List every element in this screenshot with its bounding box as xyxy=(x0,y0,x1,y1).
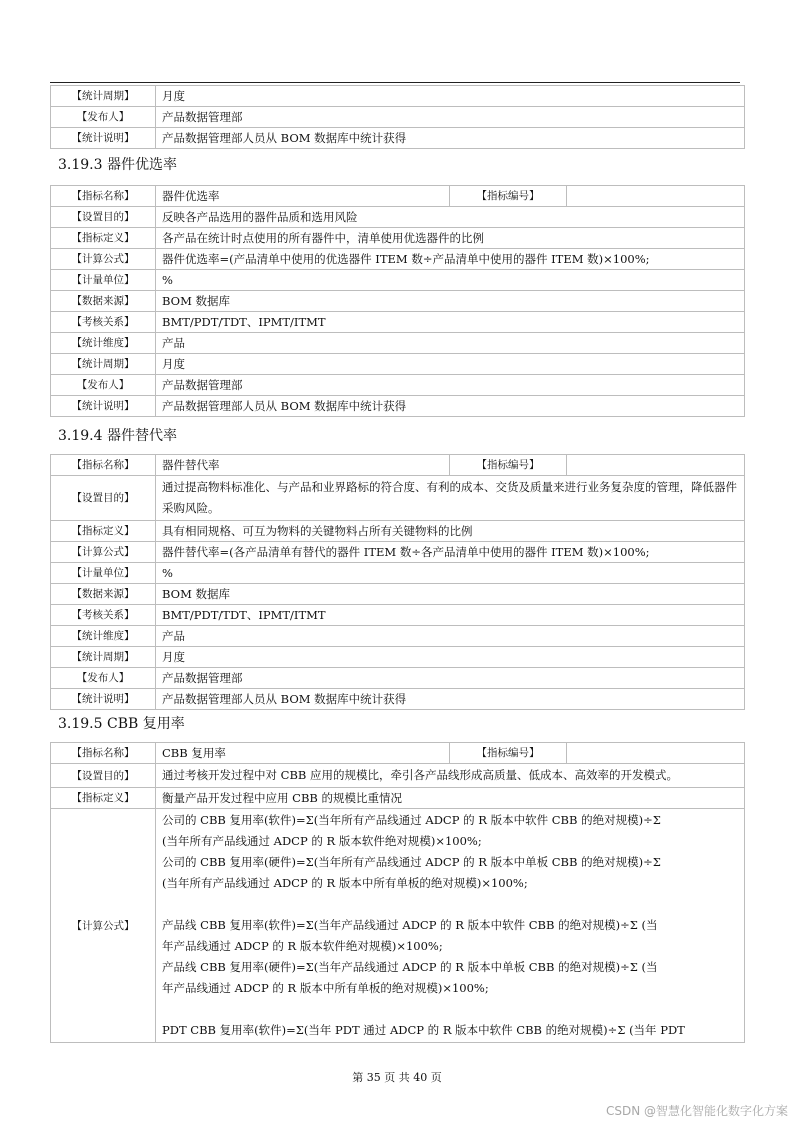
table-row xyxy=(51,86,745,107)
table-row xyxy=(51,396,745,417)
header-rule xyxy=(50,82,740,83)
row-label: 【考核关系】 xyxy=(51,605,156,626)
indicator-table xyxy=(50,742,745,1043)
row-label: 【计算公式】 xyxy=(51,249,156,270)
section-title: 3.19.5 CBB 复用率 xyxy=(58,716,185,732)
row-value: 产品数据管理部 xyxy=(156,668,745,689)
row-value: BOM 数据库 xyxy=(156,584,745,605)
table-row xyxy=(51,270,745,291)
formula-line: 公司的 CBB 复用率(硬件)=Σ(当年所有产品线通过 ADCP 的 R 版本中单板 CBB 的绝对规模)÷Σ xyxy=(162,855,661,869)
table-row xyxy=(51,333,745,354)
row-label: 【指标编号】 xyxy=(450,455,567,476)
table-row xyxy=(51,228,745,249)
table-row xyxy=(51,521,745,542)
row-value: 器件优选率 xyxy=(156,186,450,207)
row-value: 器件优选率=(产品清单中使用的优选器件 ITEM 数÷产品清单中使用的器件 ITEM 数)×100%; xyxy=(156,249,745,270)
row-value: CBB 复用率 xyxy=(156,743,450,764)
row-label: 【统计说明】 xyxy=(51,689,156,710)
row-value: 反映各产品选用的器件品质和选用风险 xyxy=(156,207,745,228)
row-label: 【发布人】 xyxy=(51,668,156,689)
row-value: 产品数据管理部 xyxy=(156,107,745,128)
row-label: 【设置目的】 xyxy=(51,764,156,788)
row-value: 具有相同规格、可互为物料的关键物料占所有关键物料的比例 xyxy=(156,521,745,542)
formula-line: 产品线 CBB 复用率(硬件)=Σ(当年产品线通过 ADCP 的 R 版本中单板 CBB 的绝对规模)÷Σ (当 xyxy=(162,960,658,974)
row-label: 【指标名称】 xyxy=(51,455,156,476)
row-label: 【统计维度】 xyxy=(51,626,156,647)
page-footer: 第 35 页 共 40 页 xyxy=(352,1071,442,1084)
formula-line: 产品线 CBB 复用率(软件)=Σ(当年产品线通过 ADCP 的 R 版本中软件 CBB 的绝对规模)÷Σ (当 xyxy=(162,918,658,932)
table-row xyxy=(51,809,745,1043)
row-value: 产品数据管理部人员从 BOM 数据库中统计获得 xyxy=(156,689,745,710)
table-row xyxy=(51,354,745,375)
row-label: 【指标定义】 xyxy=(51,521,156,542)
row-label: 【统计维度】 xyxy=(51,333,156,354)
formula-line: 年产品线通过 ADCP 的 R 版本软件绝对规模)×100%; xyxy=(162,939,443,953)
formula-blank-line xyxy=(162,999,738,1020)
row-value: BMT/PDT/TDT、IPMT/ITMT xyxy=(156,605,745,626)
row-value xyxy=(567,743,745,764)
formula-cell xyxy=(156,809,745,1043)
row-label: 【考核关系】 xyxy=(51,312,156,333)
row-label: 【设置目的】 xyxy=(51,207,156,228)
row-label: 【统计周期】 xyxy=(51,354,156,375)
table-row xyxy=(51,788,745,809)
row-label: 【指标名称】 xyxy=(51,186,156,207)
row-label: 【指标名称】 xyxy=(51,743,156,764)
formula-line: PDT CBB 复用率(软件)=Σ(当年 PDT 通过 ADCP 的 R 版本中软件 CBB 的绝对规模)÷Σ (当年 PDT xyxy=(162,1023,685,1037)
row-value xyxy=(567,455,745,476)
row-label: 【计量单位】 xyxy=(51,563,156,584)
table-row xyxy=(51,563,745,584)
table-row xyxy=(51,647,745,668)
row-label: 【设置目的】 xyxy=(51,476,156,521)
row-value: 产品数据管理部人员从 BOM 数据库中统计获得 xyxy=(156,396,745,417)
row-value: 产品数据管理部人员从 BOM 数据库中统计获得 xyxy=(156,128,745,149)
table-row xyxy=(51,186,745,207)
table-row xyxy=(51,584,745,605)
row-label: 【指标定义】 xyxy=(51,228,156,249)
row-value: % xyxy=(156,563,745,584)
table-row xyxy=(51,455,745,476)
section-title: 3.19.3 器件优选率 xyxy=(58,157,177,173)
row-label: 【计量单位】 xyxy=(51,270,156,291)
row-value: BOM 数据库 xyxy=(156,291,745,312)
row-value: 产品数据管理部 xyxy=(156,375,745,396)
row-label: 【数据来源】 xyxy=(51,291,156,312)
table-row xyxy=(51,764,745,788)
row-value: 产品 xyxy=(156,626,745,647)
row-label: 【指标定义】 xyxy=(51,788,156,809)
indicator-table xyxy=(50,454,745,710)
table-row xyxy=(51,312,745,333)
formula-line: (当年所有产品线通过 ADCP 的 R 版本软件绝对规模)×100%; xyxy=(162,834,482,848)
row-label: 【指标编号】 xyxy=(450,743,567,764)
row-label: 【数据来源】 xyxy=(51,584,156,605)
row-value: 各产品在统计时点使用的所有器件中，清单使用优选器件的比例 xyxy=(156,228,745,249)
header-table xyxy=(50,85,745,149)
row-value: 通过提高物料标准化、与产品和业界路标的符合度、有利的成本、交货及质量来进行业务复杂度的管理，降低器件采购风险。 xyxy=(156,476,745,521)
table-row xyxy=(51,476,745,521)
formula-blank-line xyxy=(162,894,738,915)
table-row xyxy=(51,626,745,647)
formula-line: 年产品线通过 ADCP 的 R 版本中所有单板的绝对规模)×100%; xyxy=(162,981,489,995)
table-row xyxy=(51,743,745,764)
row-value: % xyxy=(156,270,745,291)
row-label: 【计算公式】 xyxy=(51,542,156,563)
row-label: 【统计说明】 xyxy=(51,396,156,417)
row-value: 月度 xyxy=(156,354,745,375)
table-row xyxy=(51,668,745,689)
row-value: 衡量产品开发过程中应用 CBB 的规模比重情况 xyxy=(156,788,745,809)
table-row xyxy=(51,249,745,270)
table-row xyxy=(51,605,745,626)
row-value xyxy=(567,186,745,207)
table-row xyxy=(51,542,745,563)
row-value: 月度 xyxy=(156,647,745,668)
row-value: 产品 xyxy=(156,333,745,354)
row-value: 通过考核开发过程中对 CBB 应用的规模比，牵引各产品线形成高质量、低成本、高效率的开发模式。 xyxy=(156,764,745,788)
row-label: 【统计说明】 xyxy=(51,128,156,149)
row-value: 器件替代率 xyxy=(156,455,450,476)
row-label: 【统计周期】 xyxy=(51,86,156,107)
row-label: 【指标编号】 xyxy=(450,186,567,207)
row-label: 【统计周期】 xyxy=(51,647,156,668)
row-value: 器件替代率=(各产品清单有替代的器件 ITEM 数÷各产品清单中使用的器件 ITEM 数)×100%; xyxy=(156,542,745,563)
watermark: CSDN @智慧化智能化数字化方案 xyxy=(605,1104,788,1118)
row-label: 【发布人】 xyxy=(51,107,156,128)
table-row xyxy=(51,689,745,710)
row-label: 【计算公式】 xyxy=(51,809,156,1043)
table-row xyxy=(51,375,745,396)
row-label: 【发布人】 xyxy=(51,375,156,396)
row-value: BMT/PDT/TDT、IPMT/ITMT xyxy=(156,312,745,333)
table-row xyxy=(51,291,745,312)
table-row xyxy=(51,128,745,149)
indicator-table xyxy=(50,185,745,417)
formula-line: 公司的 CBB 复用率(软件)=Σ(当年所有产品线通过 ADCP 的 R 版本中软件 CBB 的绝对规模)÷Σ xyxy=(162,813,661,827)
section-title: 3.19.4 器件替代率 xyxy=(58,428,177,444)
table-row xyxy=(51,107,745,128)
formula-line: (当年所有产品线通过 ADCP 的 R 版本中所有单板的绝对规模)×100%; xyxy=(162,876,528,890)
row-value: 月度 xyxy=(156,86,745,107)
table-row xyxy=(51,207,745,228)
